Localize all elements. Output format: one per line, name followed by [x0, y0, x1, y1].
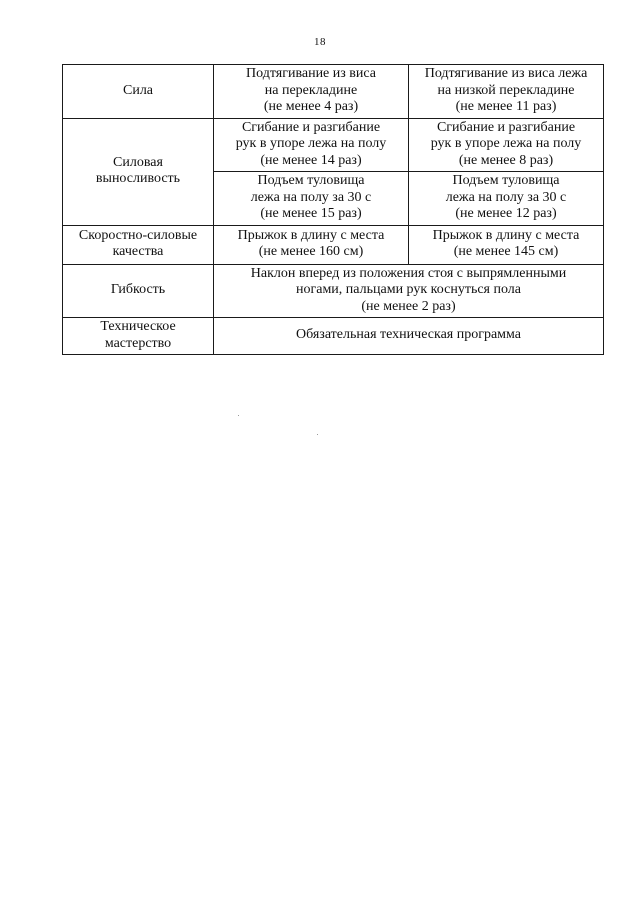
quality-label: Гибкость: [110, 282, 166, 297]
norm-line: Прыжок в длину с места: [432, 227, 580, 243]
quality-cell-strength: [63, 65, 214, 119]
norm-cell-flexibility: [214, 264, 604, 318]
norm-line: Подъем туловища: [257, 173, 365, 188]
quality-cell-flexibility: [63, 264, 214, 318]
norm-line: Наклон вперед из положения стоя с выпрямленными: [250, 265, 567, 281]
standards-table: [62, 64, 604, 355]
norm-line: рук в упоре лежа на полу: [235, 136, 387, 151]
quality-label: мастерство: [104, 335, 172, 351]
norm-line: лежа на полу за 30 с: [445, 189, 567, 205]
quality-label: Скоростно-силовые: [78, 227, 198, 243]
table-row-endurance-pushups: [63, 118, 604, 172]
scan-speck: [317, 434, 318, 435]
quality-label: качества: [112, 244, 164, 259]
quality-label: Техническое: [100, 319, 176, 334]
table-row-speed-strength: [63, 225, 604, 264]
norm-line: (не менее 12 раз): [455, 206, 557, 221]
quality-label: Сила: [122, 82, 154, 98]
norm-line: (не менее 2 раз): [361, 298, 456, 314]
quality-label: Силовая: [113, 154, 163, 170]
norm-cell-pushups-boys: [214, 118, 409, 172]
norm-line: Подъем туловища: [452, 173, 560, 188]
norm-line: рук в упоре лежа на полу: [430, 136, 582, 151]
norm-line: Сгибание и разгибание: [241, 119, 381, 135]
quality-label: выносливость: [95, 171, 181, 186]
norm-line: (не менее 14 раз): [260, 152, 362, 168]
norm-cell-technical-program: [214, 318, 604, 355]
norm-line: на перекладине: [264, 82, 358, 98]
norm-line: Подтягивание из виса: [246, 66, 376, 81]
norm-line: Обязательная техническая программа: [295, 327, 522, 343]
norm-cell-jump-boys: [214, 225, 409, 264]
quality-cell-speed-strength: [63, 225, 214, 264]
norm-line: ногами, пальцами рук коснуться пола: [296, 282, 521, 297]
norm-cell-jump-girls: [409, 225, 604, 264]
norm-cell-pushups-girls: [409, 118, 604, 172]
norm-line: (не менее 145 см): [453, 244, 559, 259]
norm-line: Подтягивание из виса лежа: [424, 66, 588, 81]
norm-cell-pullups-girls: [409, 65, 604, 119]
quality-cell-technical: [63, 318, 214, 355]
norm-line: лежа на полу за 30 с: [250, 189, 372, 205]
quality-cell-endurance: [63, 118, 214, 225]
norm-line: (не менее 11 раз): [455, 99, 557, 114]
norm-cell-pullups-boys: [214, 65, 409, 119]
norm-line: на низкой перекладине: [437, 82, 575, 98]
scan-speck: [238, 415, 239, 416]
table-row-technical: [63, 318, 604, 355]
norm-cell-situps-boys: [214, 172, 409, 226]
norm-line: (не менее 8 раз): [458, 152, 554, 168]
norm-line: Сгибание и разгибание: [436, 119, 576, 135]
norm-line: (не менее 15 раз): [260, 206, 362, 221]
norm-cell-situps-girls: [409, 172, 604, 226]
table-row-flexibility: [63, 264, 604, 318]
norm-line: Прыжок в длину с места: [237, 227, 385, 243]
norm-line: (не менее 4 раз): [263, 99, 359, 114]
table-row-strength: [63, 65, 604, 119]
norm-line: (не менее 160 см): [258, 244, 364, 259]
page-number: 18: [314, 36, 326, 48]
